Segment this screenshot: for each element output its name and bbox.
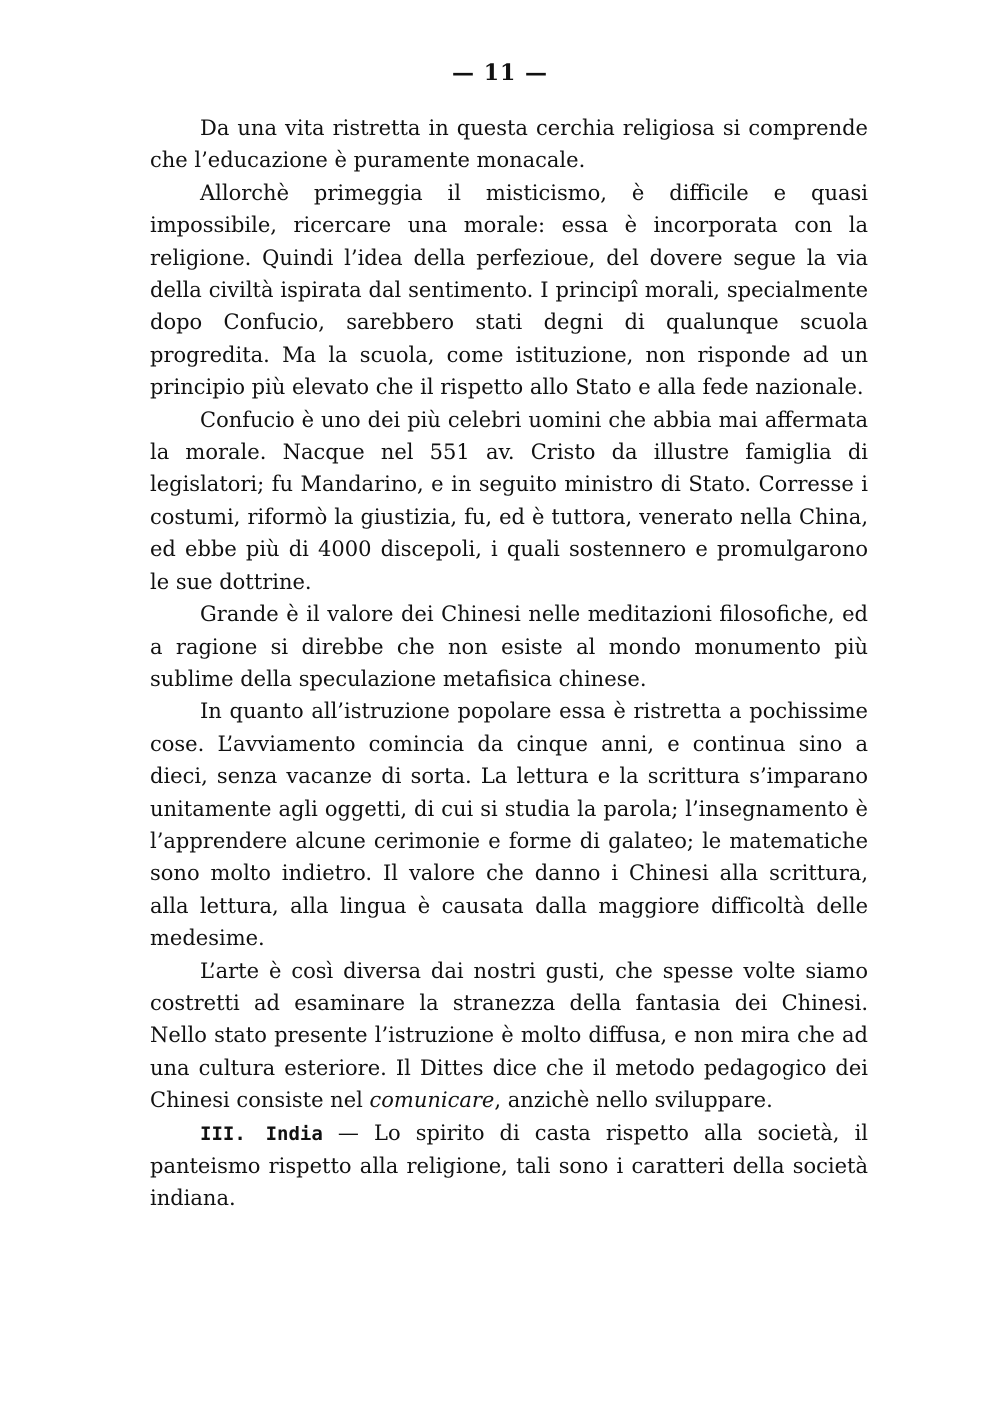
emphasized-word: comunicare bbox=[369, 1088, 495, 1113]
paragraph-5: In quanto all’istruzione popolare essa è ristretta a pochissime cose. L’avviamento comincia da cinque anni, e continua sino a dieci, senza vacanze di sorta. La lettura e la scrittura s’imparano unitamente agli oggetti, di cui si studia la parola; l’insegnamento è l’apprendere alcune cerimonie e forme di galateo; le matematiche sono molto indietro. Il valore che danno i Chinesi alla scrittura, alla lettura, alla lingua è causata dalla maggiore difficoltà delle medesime. bbox=[150, 699, 868, 951]
section-heading-india: III. India bbox=[200, 1122, 323, 1145]
paragraph-6-text-end: , anzichè nello sviluppare. bbox=[494, 1088, 773, 1113]
paragraph-7-text: — Lo spirito di casta rispetto alla società, il panteismo rispetto alla religione, tali sono i caratteri della società indiana. bbox=[150, 1120, 868, 1211]
body-text bbox=[150, 112, 868, 1215]
paragraph-1: Da una vita ristretta in questa cerchia religiosa si comprende che l’educazione è puramente monacale. bbox=[150, 116, 868, 173]
paragraph-4: Grande è il valore dei Chinesi nelle meditazioni filosofiche, ed a ragione si direbbe che non esiste al mondo monumento più sublime della speculazione metafisica chinese. bbox=[150, 602, 868, 691]
paragraph-6 bbox=[150, 955, 868, 1117]
page-number: — 11 — bbox=[452, 60, 548, 86]
paragraph-3: Confucio è uno dei più celebri uomini che abbia mai affermata la morale. Nacque nel 551 av. Cristo da illustre famiglia di legislatori; fu Mandarino, e in seguito ministro di Stato. Corresse i costumi, riformò la giustizia, fu, ed è tuttora, venerato nella China, ed ebbe più di 4000 discepoli, i quali sostennero e promulgarono le sue dottrine. bbox=[150, 407, 868, 594]
paragraph-7 bbox=[150, 1117, 868, 1215]
paragraph-6-text-start: L’arte è così diversa dai nostri gusti, che spesse volte siamo costretti ad esaminare la stranezza della fantasia dei Chinesi. Nello stato presente l’istruzione è molto diffusa, e non mira che ad una cultura esteriore. Il Dittes dice che il metodo pedagogico dei Chinesi consiste nel bbox=[150, 958, 868, 1113]
paragraph-2: Allorchè primeggia il misticismo, è difficile e quasi impossibile, ricercare una morale: essa è incorporata con la religione. Quindi l’idea della perfezioue, del dovere segue la via della civiltà ispirata dal sentimento. I principî morali, specialmente dopo Confucio, sarebbero stati degni di qualunque scuola progredita. Ma la scuola, come istituzione, non risponde ad un principio più elevato che il rispetto allo Stato e alla fede nazionale. bbox=[150, 180, 868, 400]
